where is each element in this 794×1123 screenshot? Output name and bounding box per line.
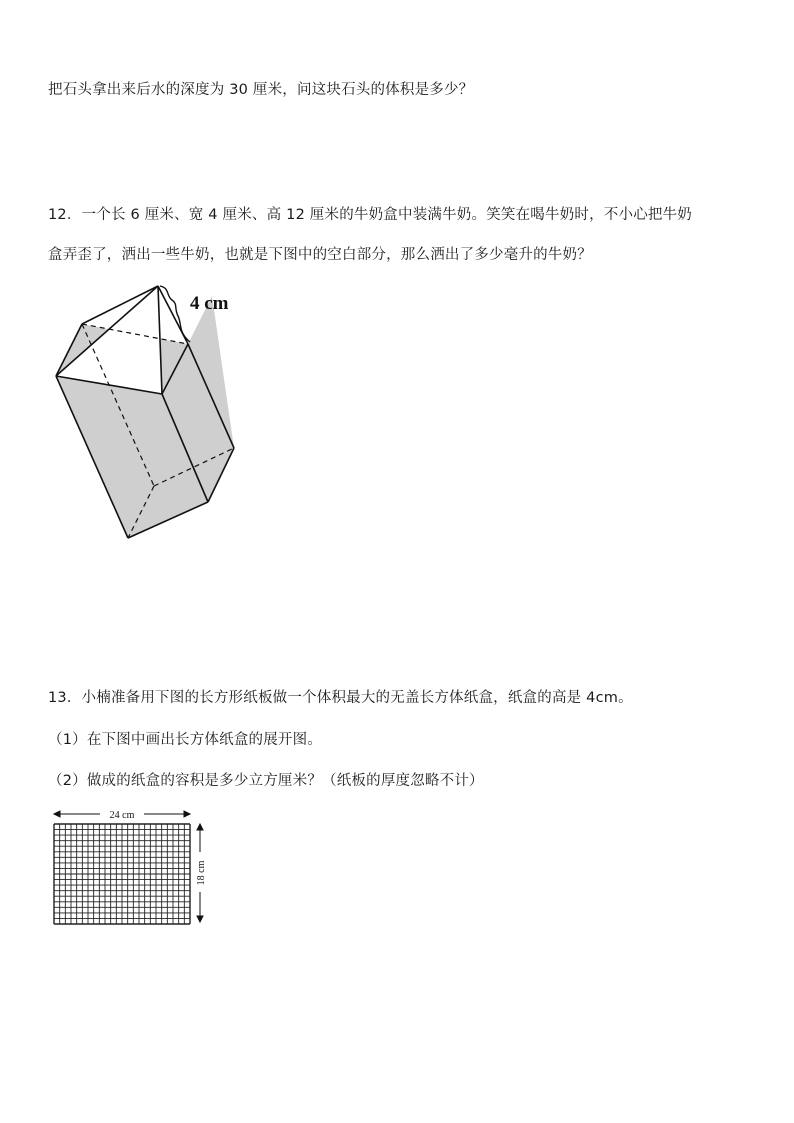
- cardboard-grid-figure: [48, 800, 218, 930]
- milk-carton-figure: [48, 278, 258, 546]
- question-13-part-1: （1）在下图中画出长方体纸盒的展开图。: [48, 732, 323, 748]
- grid: [54, 824, 190, 924]
- question-13-intro: 13．小楠准备用下图的长方形纸板做一个体积最大的无盖长方体纸盒，纸盒的高是 4cm。: [48, 690, 633, 706]
- question-11-continuation: 把石头拿出来后水的深度为 30 厘米，问这块石头的体积是多少？: [48, 82, 474, 98]
- question-12-line-2: 盒弄歪了，洒出一些牛奶，也就是下图中的空白部分，那么洒出了多少毫升的牛奶？: [48, 247, 592, 263]
- question-12-line-1: 12．一个长 6 厘米、宽 4 厘米、高 12 厘米的牛奶盒中装满牛奶。笑笑在喝牛奶时，不小心把牛奶: [48, 207, 693, 223]
- question-13-part-2: （2）做成的纸盒的容积是多少立方厘米？（纸板的厚度忽略不计）: [48, 773, 484, 789]
- grid-width-label: 24 cm: [109, 810, 135, 821]
- grid-height-label: 18 cm: [196, 860, 207, 886]
- measurement-label: 4 cm: [190, 293, 229, 314]
